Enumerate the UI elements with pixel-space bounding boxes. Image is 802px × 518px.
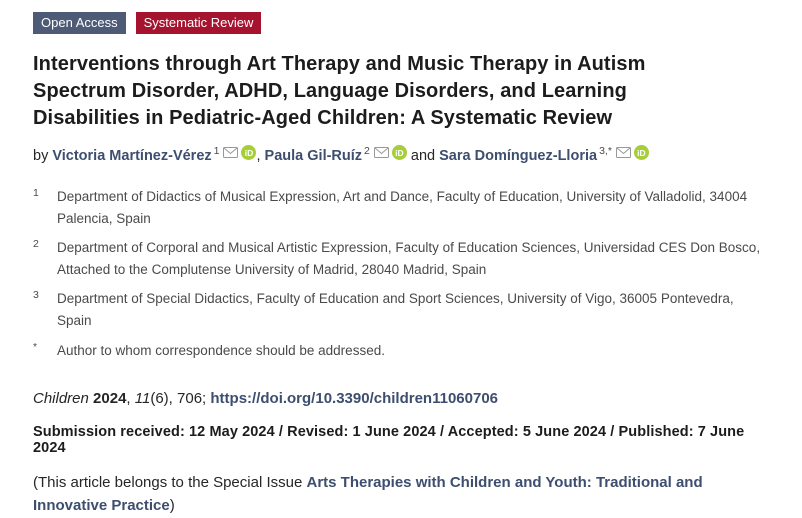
affiliation-row (33, 186, 769, 229)
affiliation-marker: 3 (33, 289, 39, 302)
article-type-badge: Systematic Review (136, 12, 262, 34)
byline-separator: , (256, 148, 265, 164)
article-title: Interventions through Art Therapy and Music Therapy in Autism Spectrum Disorder, ADHD, Language Disorders, and Learning Disabilities in Pediatric-Aged Children: A Systematic Review (33, 53, 646, 129)
affiliation-list (33, 186, 769, 361)
affiliation-text: Department of Didactics of Musical Expression, Art and Dance, Faculty of Education, University of Valladolid, 34004 Palencia, Spain (57, 189, 748, 226)
author-2 (264, 145, 407, 164)
affiliation-text: Department of Special Didactics, Faculty of Education and Sport Sciences, University of Vigo, 36005 Pontevedra, Spain (57, 291, 734, 328)
byline (33, 145, 769, 164)
affiliation-row (33, 288, 769, 331)
affiliation-row (33, 237, 769, 280)
correspondence-marker: * (33, 340, 38, 353)
author-1-link[interactable]: Victoria Martínez-Vérez (52, 148, 212, 164)
email-icon[interactable] (374, 147, 389, 158)
email-icon[interactable] (616, 147, 631, 158)
author-3-affil-sup: 3,* (599, 145, 612, 158)
badge-row (33, 12, 769, 34)
affiliation-marker: 1 (33, 187, 39, 199)
open-access-badge: Open Access (33, 12, 126, 34)
author-1 (52, 145, 256, 164)
author-2-affil-sup: 2 (364, 145, 370, 158)
citation-issue-pages: (6), 706; (150, 390, 211, 408)
email-icon[interactable] (223, 147, 238, 158)
citation-year: 2024 (88, 390, 127, 408)
orcid-icon[interactable]: iD (241, 145, 256, 160)
citation-separator: , (126, 390, 135, 408)
correspondence-row (33, 340, 769, 362)
author-3-link[interactable]: Sara Domínguez-Lloria (439, 148, 598, 164)
author-1-affil-sup: 1 (213, 145, 220, 158)
byline-separator: and (406, 148, 440, 164)
special-issue-link[interactable]: Arts Therapies with Children and Youth: Traditional and Innovative Practice (33, 474, 703, 515)
correspondence-text: Author to whom correspondence should be addressed. (57, 342, 385, 358)
submission-dates-line: Submission received: 12 May 2024 / Revised: 1 June 2024 / Accepted: 5 June 2024 / Published: 7 June 2024 (33, 424, 745, 457)
author-2-link[interactable]: Paula Gil-Ruíz (264, 148, 363, 164)
citation-volume: 11 (134, 390, 151, 408)
journal-name: Children (33, 390, 89, 408)
doi-link[interactable]: https://doi.org/10.3390/children11060706 (210, 390, 498, 408)
byline-prefix: by (33, 148, 53, 164)
affiliation-marker: 2 (33, 238, 39, 251)
citation-line (33, 390, 769, 407)
special-issue-note (33, 471, 769, 518)
special-issue-suffix: ) (169, 497, 175, 515)
affiliation-text: Department of Corporal and Musical Artistic Expression, Faculty of Education Sciences, Universidad CES Don Bosco, Attached to the Complutense University of Madrid, 28040 Madrid, Spain (57, 240, 761, 277)
author-3 (439, 145, 649, 164)
orcid-icon[interactable]: iD (634, 145, 649, 160)
special-issue-prefix: (This article belongs to the Special Issue (33, 474, 307, 492)
orcid-icon[interactable]: iD (392, 145, 407, 160)
